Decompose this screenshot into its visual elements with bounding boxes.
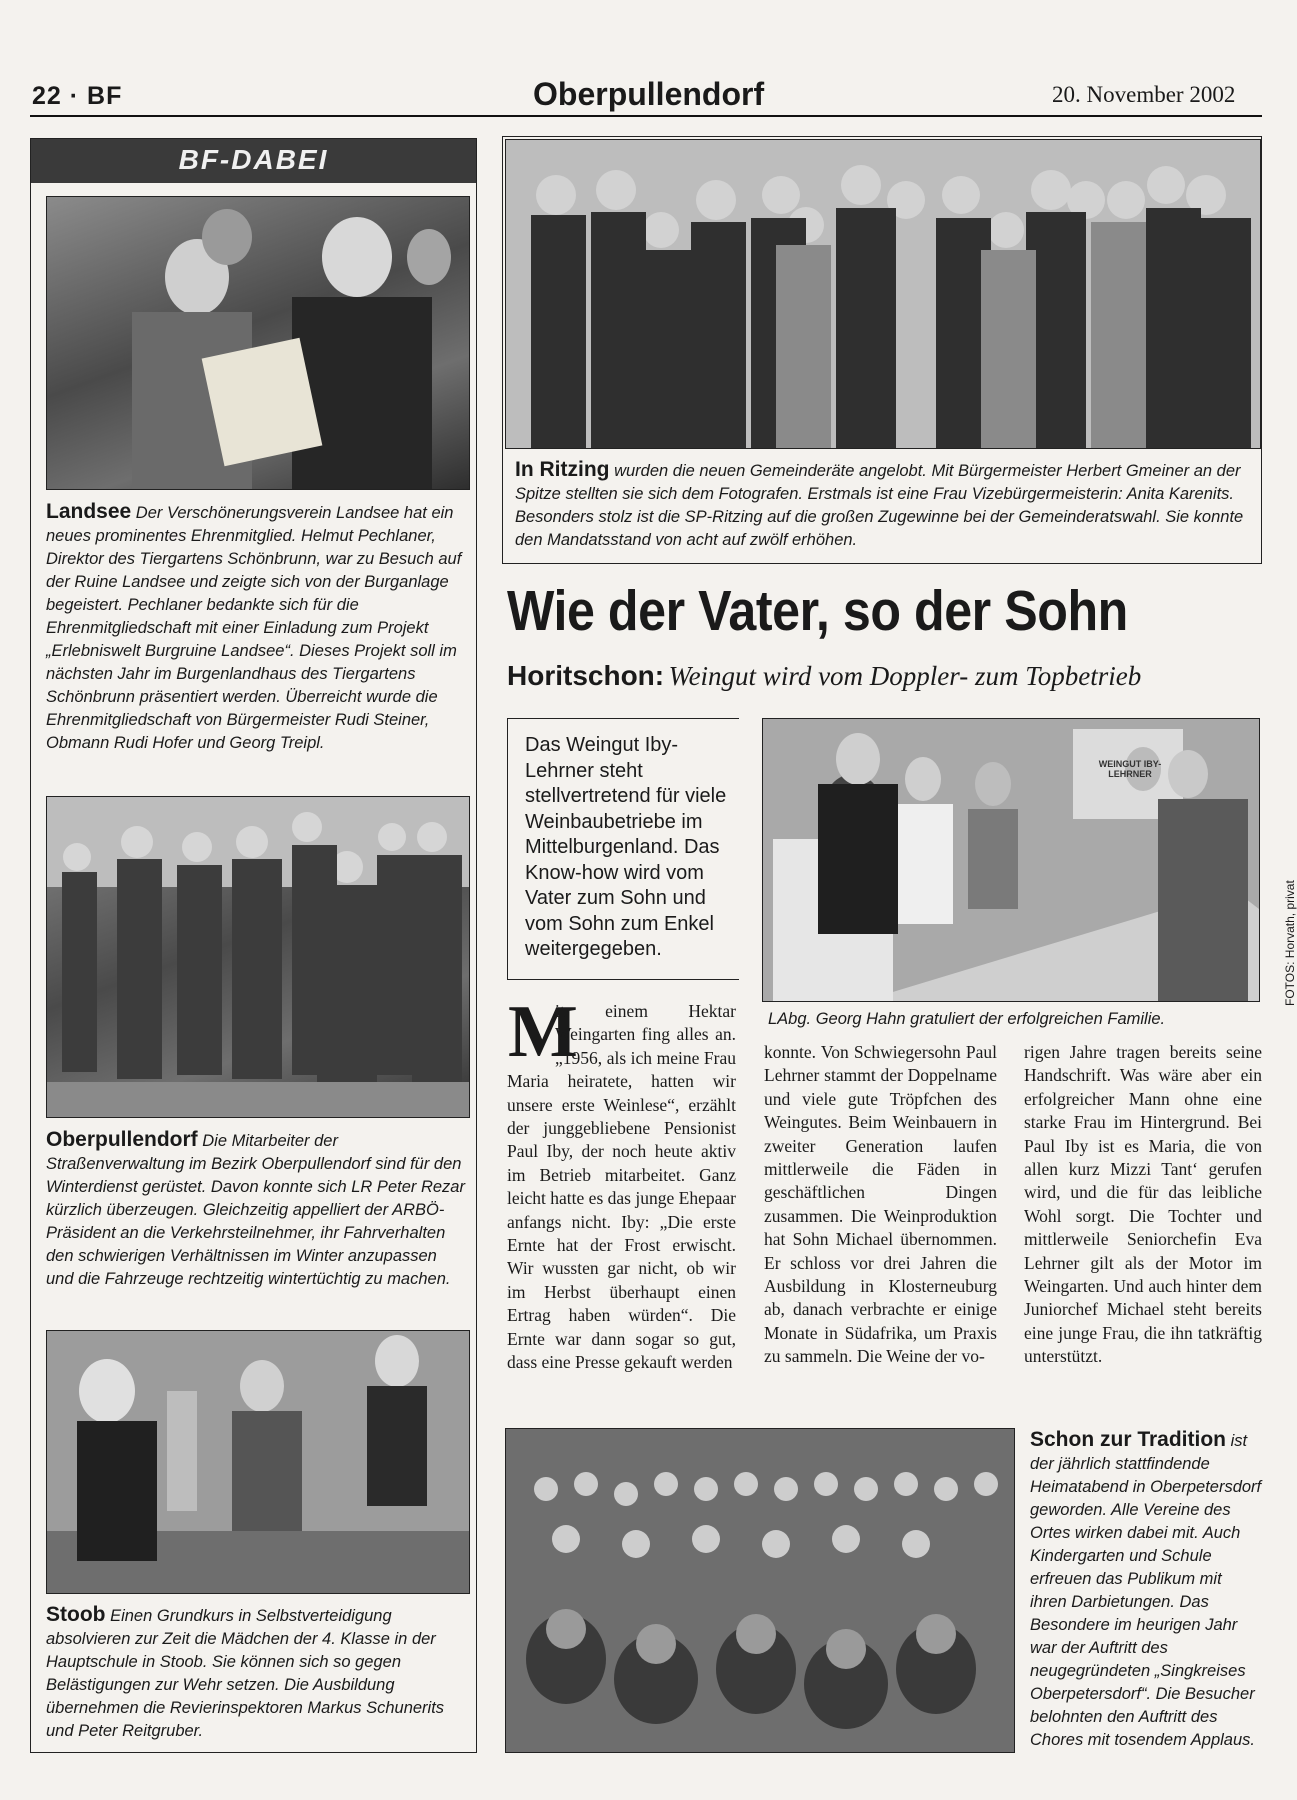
weingut-sign: WEINGUT IBY-LEHRNER — [1098, 759, 1162, 779]
caption-tradition-text: ist der jährlich stattfindende Heimatabend in Oberpetersdorf geworden. Alle Vereine des Ortes wirken dabei mit. Auch Kindergarten und Schule erfreuen das Publikum mit ihren Darbietungen. Das Besondere im heurigen Jahr war der Auftritt des neugegründeten „Singkreises Oberpetersdorf“. Die Besucher belohnten den Auftritt des Chores mit tosendem Applaus. — [1030, 1432, 1262, 1749]
article-col-1-text: it einem Hektar Weingarten fing alles an. „1956, als ich meine Frau Maria heiratete, hatten wir unsere erste Weinlese“, erzählt der junggebliebene Pensionist Paul Iby, der noch heute aktiv im Betrieb mitarbeitet. Ganz leicht hatte es das junge Ehepaar anfangs nicht. Iby: „Die erste Ernte hat der Frost erwischt. Wir wussten gar nicht, ob wir im Herbst überhaupt einen Ertrag haben würden“. Die Ernte war dann sogar so gut, dass eine Presse gekauft werden — [507, 1001, 736, 1373]
photo-stoob-figures — [47, 1331, 469, 1593]
article-col-2: konnte. Von Schwiegersohn Paul Lehrner stammt der Doppelname und viele gute Tröpfchen des Weingutes. Beim Weinbauern in zweiter Generation laufen mittlerweile die Fäden in geschäftlichen Dingen zusammen. Die Weinproduktion hat Sohn Michael übernommen. Er schloss vor drei Jahren die Ausbildung in Klosterneuburg ab, danach verbrachte er einige Monate in Südafrika, um Praxis zu sammeln. Die Weine der vo- — [764, 1042, 997, 1367]
section-title: Oberpullendorf — [533, 76, 765, 112]
caption-tradition-lead: Schon zur Tradition — [1030, 1428, 1227, 1451]
caption-ritzing — [515, 458, 1250, 552]
caption-stoob-text: Einen Grundkurs in Selbstverteidigung absolvieren zur Zeit die Mädchen der 4. Klasse in der Hauptschule in Stoob. Sie können sich so gegen Belästigungen zur Wehr setzen. Die Ausbildung übernehmen die Revierinspektoren Markus Schunerits und Peter Reitgruber. — [46, 1607, 445, 1740]
caption-tradition — [1030, 1428, 1262, 1752]
weingut-photo-caption: LAbg. Georg Hahn gratuliert der erfolgreichen Familie. — [768, 1010, 1166, 1028]
bf-dabei-banner — [31, 139, 476, 183]
photo-heimatabend — [505, 1428, 1015, 1753]
caption-oberpullendorf-text: Die Mitarbeiter der Straßenverwaltung im Bezirk Oberpullendorf sind für den Winterdienst gerüstet. Davon konnte sich LR Peter Rezar kürzlich überzeugen. Gleichzeitig appelliert der ARBÖ-Präsident an die Verkehrsteilnehmer, ihr Fahrverhalten den schwierigen Verhältnissen im Winter anzupassen und die Fahrzeuge rechtzeitig wintertüchtig zu machen. — [46, 1132, 465, 1288]
article-col-3: rigen Jahre tragen bereits seine Handschrift. Was wäre aber ein erfolgreicher Mann ohne eine starke Frau im Hintergrund. Bei Paul Iby ist es Maria, die von allen kurz Mizzi Tant‘ gerufen wird, und die für das leibliche Wohl sorgt. Die Tochter und mittlerweile Seniorchefin Eva Lehrner gilt als der Motor im Weingarten. Und auch hinter dem Juniorchef Michael steht bereits eine junge Frau, die ihn tatkräftig unterstützt. — [1024, 1042, 1262, 1367]
photo-landsee-figures — [47, 197, 469, 489]
header-rule — [30, 115, 1262, 117]
dropcap: M — [508, 991, 578, 1073]
bf-dabei-title: BF-DABEI — [178, 144, 329, 175]
caption-landsee-text: Der Verschönerungsverein Landsee hat ein neues prominentes Ehrenmitglied. Helmut Pechlaner, Direktor des Tiergartens Schönbrunn, war zu Besuch auf der Ruine Landsee und zeigte sich von der Burganlage begeistert. Pechlaner bedankte sich für die Ehrenmitgliedschaft mit einer Einladung zum Projekt „Erlebniswelt Burgruine Landsee“. Dieses Projekt soll im nächsten Jahr im Burgenlandhaus des Tiergartens Schönbrunn präsentiert werden. Überreicht wurde die Ehrenmitgliedschaft von Bürgermeister Rudi Steiner, Obmann Rudi Hofer und Georg Treipl. — [46, 504, 462, 752]
page-number: 22 · BF — [32, 82, 123, 110]
photo-heimatabend-figures — [506, 1429, 1014, 1752]
article-intro: Das Weingut Iby-Lehrner steht stellvertretend für viele Weinbaubetriebe im Mittelburgenland. Das Know-how wird vom Vater zum Sohn und vom Sohn zum Enkel weitergegeben. — [525, 734, 727, 960]
photo-credit: FOTOS: Horvath, privat — [1283, 880, 1297, 1006]
caption-oberpullendorf — [46, 1128, 468, 1291]
caption-stoob-lead: Stoob — [46, 1603, 106, 1626]
article-kicker — [507, 660, 1267, 692]
caption-ritzing-text: wurden die neuen Gemeinderäte angelobt. Mit Bürgermeister Herbert Gmeiner an der Spitze stellten sie sich dem Fotografen. Erstmals ist eine Frau Vizebürgermeisterin: Anita Karenits. Besonders stolz ist die SP-Ritzing auf die großen Zugewinne bei der Gemeinderatswahl. Sie konnte den Mandatsstand von acht auf zwölf erhöhen. — [515, 462, 1244, 549]
photo-ritzing-figures — [506, 140, 1260, 448]
caption-stoob — [46, 1603, 468, 1743]
photo-weingut-familie — [762, 718, 1260, 1002]
kicker-subtitle: Weingut wird vom Doppler- zum Topbetrieb — [668, 661, 1142, 691]
article-col-1 — [507, 1000, 736, 1375]
photo-landsee — [46, 196, 470, 490]
kicker-place: Horitschon: — [507, 660, 665, 691]
caption-landsee — [46, 500, 468, 755]
caption-ritzing-lead: In Ritzing — [515, 458, 610, 481]
photo-strassenverwaltung — [46, 796, 470, 1118]
photo-stoob — [46, 1330, 470, 1594]
issue-date: 20. November 2002 — [1052, 82, 1236, 107]
caption-landsee-lead: Landsee — [46, 500, 132, 523]
dropcap-space — [507, 1000, 555, 1066]
photo-ritzing — [505, 139, 1261, 449]
caption-oberpullendorf-lead: Oberpullendorf — [46, 1128, 198, 1151]
photo-weingut-figures — [763, 719, 1259, 1001]
photo-strassenverwaltung-figures — [47, 797, 469, 1117]
article-headline: Wie der Vater, so der Sohn — [507, 579, 1128, 643]
